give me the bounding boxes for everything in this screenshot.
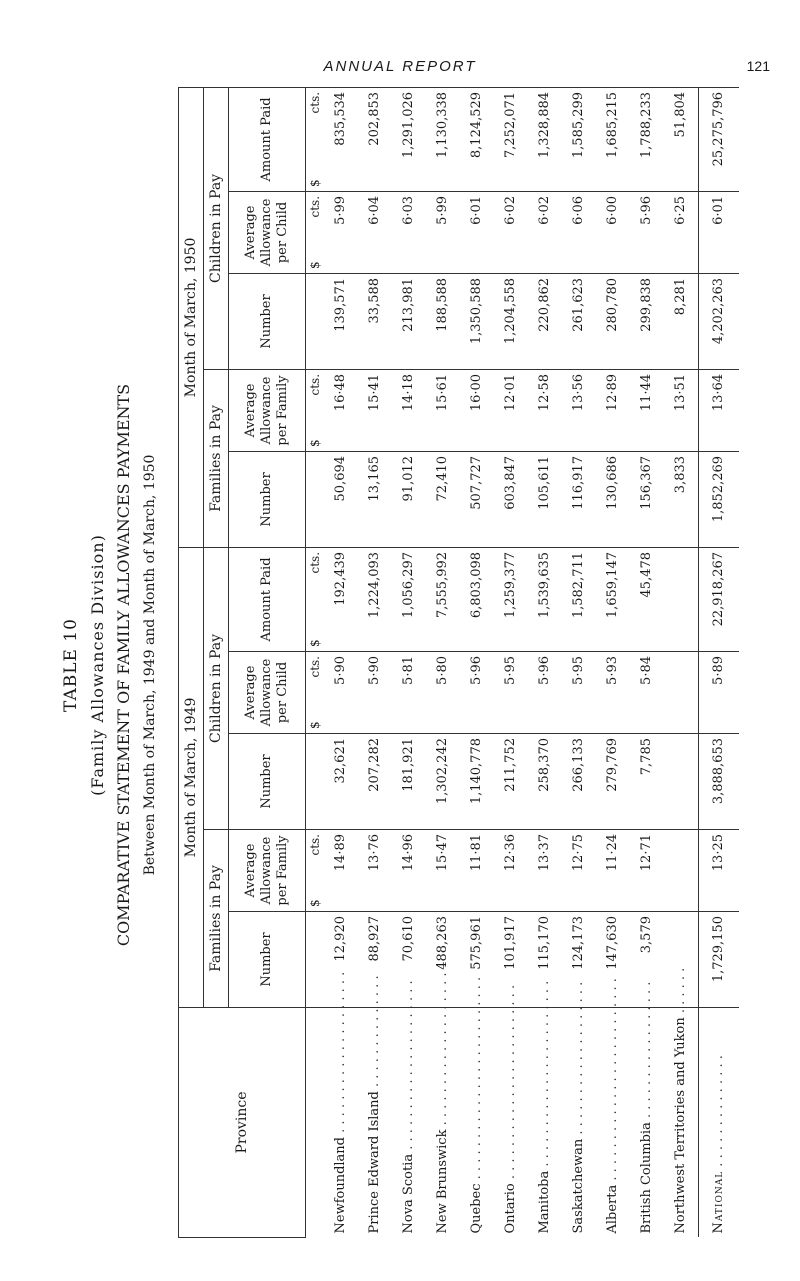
avg-per-family-1949 bbox=[664, 830, 699, 912]
province-cell bbox=[494, 984, 528, 1238]
avg-per-family-1950: 13·51 bbox=[664, 369, 699, 451]
dot-leader: . . . . . . . . . . . . . . . . . . . . . . . . bbox=[503, 984, 518, 1184]
province-cell bbox=[426, 972, 460, 1238]
children-number-1950: 213,981 bbox=[392, 273, 426, 369]
avg-per-family-1950: 11·44 bbox=[630, 369, 664, 451]
children-1949-header: Children in Pay bbox=[204, 547, 229, 829]
avg-per-family-1949: 15·47 bbox=[426, 830, 460, 912]
dot-leader: . . . . . . . . . . . . . . . . . . . bbox=[571, 981, 586, 1139]
avg-per-child-header: Average Allowance per Child bbox=[229, 652, 306, 734]
avg-per-child-1950: 5·96 bbox=[630, 191, 664, 273]
amount-paid-1949: 192,439 bbox=[324, 547, 358, 651]
avg-per-family-1950: 16·00 bbox=[460, 369, 494, 451]
children-1950-header: Children in Pay bbox=[204, 87, 229, 369]
province-row bbox=[596, 87, 630, 1237]
table-number: TABLE 10 bbox=[61, 618, 81, 712]
children-number-1950: 139,571 bbox=[324, 273, 358, 369]
amount-paid-1950: 1,685,215 bbox=[596, 87, 630, 191]
families-number-1950: 130,686 bbox=[596, 451, 630, 547]
number-header: Number bbox=[229, 451, 306, 547]
avg-per-child-1950: 6·00 bbox=[596, 191, 630, 273]
province-row bbox=[494, 87, 528, 1237]
amount-paid-1950: 1,328,884 bbox=[528, 87, 562, 191]
children-number-1950: 1,350,588 bbox=[460, 273, 494, 369]
province-name: Quebec bbox=[469, 1183, 484, 1234]
avg-per-family-1950: 12·89 bbox=[596, 369, 630, 451]
avg-per-family-header: Average Allowance per Family bbox=[229, 369, 306, 451]
families-number-1949: 147,630 bbox=[596, 912, 630, 1008]
unit-cts: cts. bbox=[308, 834, 322, 856]
families-number-1950: 91,012 bbox=[392, 451, 426, 547]
avg-per-child-1950: 6·04 bbox=[358, 191, 392, 273]
avg-per-child-1950: 6·02 bbox=[494, 191, 528, 273]
unit-dollar: $ bbox=[308, 639, 322, 647]
avg-per-family-1949: 12·71 bbox=[630, 830, 664, 912]
amount-paid-1950: 1,585,299 bbox=[562, 87, 596, 191]
amount-paid-1949: 22,918,267 bbox=[699, 547, 740, 651]
number-header: Number bbox=[229, 273, 306, 369]
children-number-1949: 1,302,242 bbox=[426, 734, 460, 830]
avg-per-family-1949: 13·25 bbox=[699, 830, 740, 912]
amount-paid-1949: 1,582,711 bbox=[562, 547, 596, 651]
avg-per-child-1950: 6·02 bbox=[528, 191, 562, 273]
province-cell bbox=[664, 967, 699, 1238]
rotated-table-area bbox=[178, 88, 758, 1238]
children-number-1950: 299,838 bbox=[630, 273, 664, 369]
province-name: Northwest Territories and Yukon bbox=[673, 1017, 688, 1234]
avg-per-child-1950: 6·01 bbox=[460, 191, 494, 273]
unit-dollar: $ bbox=[308, 439, 322, 447]
amount-paid-1950: 7,252,071 bbox=[494, 87, 528, 191]
families-number-1949: 70,610 bbox=[392, 912, 426, 1008]
children-number-1950: 33,588 bbox=[358, 273, 392, 369]
number-header: Number bbox=[229, 734, 306, 830]
avg-per-child-1949: 5·81 bbox=[392, 652, 426, 734]
families-number-1949: 1,729,150 bbox=[699, 912, 740, 1008]
families-number-1950: 3,833 bbox=[664, 451, 699, 547]
avg-per-child-1949: 5·96 bbox=[528, 652, 562, 734]
families-number-1949: 3,579 bbox=[630, 912, 664, 1008]
province-row bbox=[664, 87, 699, 1237]
families-1950-header: Families in Pay bbox=[204, 369, 229, 547]
page-number: 121 bbox=[746, 58, 770, 74]
province-row bbox=[324, 87, 358, 1237]
amount-paid-header: Amount Paid bbox=[229, 547, 306, 651]
province-row bbox=[392, 87, 426, 1237]
families-number-1950: 603,847 bbox=[494, 451, 528, 547]
dot-leader: . . . . . . . . . . . . . . . . . bbox=[639, 981, 654, 1123]
avg-per-child-1949: 5·96 bbox=[460, 652, 494, 734]
avg-per-child-1950: 6·03 bbox=[392, 191, 426, 273]
table-title: COMPARATIVE STATEMENT OF FAMILY ALLOWANCES PAYMENTS bbox=[114, 383, 133, 947]
avg-per-child-1950: 6·25 bbox=[664, 191, 699, 273]
amount-paid-1949: 7,555,992 bbox=[426, 547, 460, 651]
children-number-1949: 258,370 bbox=[528, 734, 562, 830]
children-number-1950: 188,588 bbox=[426, 273, 460, 369]
dot-leader: . . . . . . . . . . . . . . . . . . . bbox=[435, 972, 450, 1130]
children-number-1950: 4,202,263 bbox=[699, 273, 740, 369]
families-number-1949: 124,173 bbox=[562, 912, 596, 1008]
children-number-1949: 266,133 bbox=[562, 734, 596, 830]
avg-per-family-1950: 15·61 bbox=[426, 369, 460, 451]
children-number-1949 bbox=[664, 734, 699, 830]
amount-paid-1949: 1,056,297 bbox=[392, 547, 426, 651]
families-number-1949: 88,927 bbox=[358, 912, 392, 1008]
province-name: Prince Edward Island bbox=[367, 1091, 382, 1234]
number-header: Number bbox=[229, 912, 306, 1008]
province-header: Province bbox=[179, 1008, 306, 1238]
avg-per-family-1950: 15·41 bbox=[358, 369, 392, 451]
province-cell bbox=[596, 978, 630, 1238]
families-number-1949: 12,920 bbox=[324, 912, 358, 1008]
province-name: National bbox=[711, 1170, 726, 1234]
children-number-1949: 279,769 bbox=[596, 734, 630, 830]
avg-per-family-1950: 13·56 bbox=[562, 369, 596, 451]
avg-per-child-1949: 5·95 bbox=[562, 652, 596, 734]
avg-per-child-1949: 5·80 bbox=[426, 652, 460, 734]
children-number-1950: 8,281 bbox=[664, 273, 699, 369]
province-cell bbox=[528, 980, 562, 1238]
avg-per-family-1950: 12·58 bbox=[528, 369, 562, 451]
avg-per-family-1949: 13·37 bbox=[528, 830, 562, 912]
children-number-1950: 261,623 bbox=[562, 273, 596, 369]
month-1949-header: Month of March, 1949 bbox=[179, 547, 204, 1007]
national-total-row bbox=[699, 87, 740, 1237]
children-number-1950: 220,862 bbox=[528, 273, 562, 369]
children-number-1949: 32,621 bbox=[324, 734, 358, 830]
payments-table bbox=[178, 87, 739, 1238]
unit-dollar: $ bbox=[308, 261, 322, 269]
province-row bbox=[630, 87, 664, 1237]
children-number-1949: 207,282 bbox=[358, 734, 392, 830]
dot-leader: . . . . . . . . . . . . . . . . . . . . bbox=[333, 971, 348, 1137]
avg-per-child-1950: 5·99 bbox=[324, 191, 358, 273]
dot-leader: . . . . . . bbox=[673, 967, 688, 1018]
avg-per-child-1950: 6·06 bbox=[562, 191, 596, 273]
avg-per-child-1949: 5·84 bbox=[630, 652, 664, 734]
avg-per-child-1950: 6·01 bbox=[699, 191, 740, 273]
province-name: Newfoundland bbox=[333, 1136, 348, 1234]
avg-per-family-1949: 12·75 bbox=[562, 830, 596, 912]
amount-paid-1949: 45,478 bbox=[630, 547, 664, 651]
amount-paid-1949: 6,803,098 bbox=[460, 547, 494, 651]
avg-per-family-1950: 13·64 bbox=[699, 369, 740, 451]
province-row bbox=[358, 87, 392, 1237]
families-number-1949: 575,961 bbox=[460, 912, 494, 1008]
province-cell bbox=[630, 981, 664, 1238]
province-cell bbox=[699, 1008, 740, 1238]
avg-per-family-1949: 14·89 bbox=[324, 830, 358, 912]
avg-per-child-1949: 5·90 bbox=[324, 652, 358, 734]
amount-paid-1950: 1,788,233 bbox=[630, 87, 664, 191]
table-caption bbox=[40, 95, 180, 1235]
families-number-1949: 488,263 bbox=[426, 912, 460, 1008]
children-number-1950: 280,780 bbox=[596, 273, 630, 369]
families-number-1950: 156,367 bbox=[630, 451, 664, 547]
province-row bbox=[426, 87, 460, 1237]
dot-leader: . . . . . . . . . . . . . . . . . . . . . bbox=[401, 980, 416, 1154]
unit-dollar: $ bbox=[308, 899, 322, 907]
families-number-1949: 115,170 bbox=[528, 912, 562, 1008]
families-number-1950: 507,727 bbox=[460, 451, 494, 547]
avg-per-family-1950: 12·01 bbox=[494, 369, 528, 451]
avg-per-child-1949: 5·90 bbox=[358, 652, 392, 734]
province-name: Manitoba bbox=[537, 1170, 552, 1234]
unit-dollar: $ bbox=[308, 721, 322, 729]
amount-paid-1950: 835,534 bbox=[324, 87, 358, 191]
avg-per-child-1949 bbox=[664, 652, 699, 734]
avg-per-child-1949: 5·95 bbox=[494, 652, 528, 734]
avg-per-family-1949: 12·36 bbox=[494, 830, 528, 912]
avg-per-child-1950: 5·99 bbox=[426, 191, 460, 273]
province-name: Nova Scotia bbox=[401, 1153, 416, 1234]
province-row bbox=[460, 87, 494, 1237]
province-row bbox=[528, 87, 562, 1237]
unit-cts: cts. bbox=[308, 195, 322, 218]
amount-paid-1950: 25,275,796 bbox=[699, 87, 740, 191]
avg-per-family-1949: 14·96 bbox=[392, 830, 426, 912]
avg-per-child-1949: 5·93 bbox=[596, 652, 630, 734]
amount-paid-1949: 1,539,635 bbox=[528, 547, 562, 651]
table-subtitle-period: Between Month of March, 1949 and Month of March, 1950 bbox=[142, 454, 158, 876]
children-number-1949: 211,752 bbox=[494, 734, 528, 830]
province-name: Alberta bbox=[605, 1184, 620, 1234]
families-number-1950: 116,917 bbox=[562, 451, 596, 547]
province-cell bbox=[324, 971, 358, 1238]
province-row bbox=[562, 87, 596, 1237]
avg-per-family-header: Average Allowance per Family bbox=[229, 830, 306, 912]
avg-per-family-1950: 14·18 bbox=[392, 369, 426, 451]
province-cell bbox=[358, 975, 392, 1238]
children-number-1949: 181,921 bbox=[392, 734, 426, 830]
unit-cts: cts. bbox=[308, 551, 322, 574]
dot-leader: . . . . . . . . . . . . . . bbox=[711, 1055, 726, 1171]
province-cell bbox=[460, 976, 494, 1238]
children-number-1949: 1,140,778 bbox=[460, 734, 494, 830]
families-1949-header: Families in Pay bbox=[204, 830, 229, 1008]
dot-leader: . . . . . . . . . . . . . . bbox=[367, 975, 382, 1092]
families-number-1950: 72,410 bbox=[426, 451, 460, 547]
families-number-1950: 1,852,269 bbox=[699, 451, 740, 547]
page-header bbox=[0, 0, 800, 95]
province-name: Saskatchewan bbox=[571, 1138, 586, 1234]
month-1950-header: Month of March, 1950 bbox=[179, 87, 204, 547]
avg-per-child-1949: 5·89 bbox=[699, 652, 740, 734]
unit-cts: cts. bbox=[308, 91, 322, 114]
amount-paid-1950: 202,853 bbox=[358, 87, 392, 191]
amount-paid-header: Amount Paid bbox=[229, 87, 306, 191]
amount-paid-1949: 1,224,093 bbox=[358, 547, 392, 651]
dot-leader: . . . . . . . . . . . . . . . . . . . . . . . . . bbox=[605, 978, 620, 1185]
families-number-1950: 50,694 bbox=[324, 451, 358, 547]
running-title: ANNUAL REPORT bbox=[323, 58, 477, 75]
children-number-1949: 3,888,653 bbox=[699, 734, 740, 830]
children-number-1949: 7,785 bbox=[630, 734, 664, 830]
children-number-1950: 1,204,558 bbox=[494, 273, 528, 369]
dot-leader: . . . . . . . . . . . . . . . . . . . . . . . bbox=[537, 980, 552, 1171]
amount-paid-1949: 1,659,147 bbox=[596, 547, 630, 651]
avg-per-child-header: Average Allowance per Child bbox=[229, 191, 306, 273]
unit-dollar: $ bbox=[308, 179, 322, 187]
province-cell bbox=[392, 980, 426, 1238]
province-name: British Columbia bbox=[639, 1122, 654, 1234]
unit-cts: cts. bbox=[308, 656, 322, 678]
table-subtitle: (Family Allowances Division) bbox=[88, 534, 107, 796]
amount-paid-1950: 1,130,338 bbox=[426, 87, 460, 191]
families-number-1950: 13,165 bbox=[358, 451, 392, 547]
amount-paid-1949 bbox=[664, 547, 699, 651]
families-number-1949: 101,917 bbox=[494, 912, 528, 1008]
amount-paid-1949: 1,259,377 bbox=[494, 547, 528, 651]
avg-per-family-1949: 11·24 bbox=[596, 830, 630, 912]
amount-paid-1950: 1,291,026 bbox=[392, 87, 426, 191]
amount-paid-1950: 51,804 bbox=[664, 87, 699, 191]
avg-per-family-1950: 16·48 bbox=[324, 369, 358, 451]
families-number-1950: 105,611 bbox=[528, 451, 562, 547]
province-name: New Brunswick bbox=[435, 1129, 450, 1234]
amount-paid-1950: 8,124,529 bbox=[460, 87, 494, 191]
province-name: Ontario bbox=[503, 1183, 518, 1234]
avg-per-family-1949: 13·76 bbox=[358, 830, 392, 912]
unit-cts: cts. bbox=[308, 373, 322, 396]
province-cell bbox=[562, 981, 596, 1238]
units-row bbox=[306, 87, 325, 1237]
avg-per-family-1949: 11·81 bbox=[460, 830, 494, 912]
dot-leader: . . . . . . . . . . . . . . . . . . . . . . . . . bbox=[469, 976, 484, 1184]
